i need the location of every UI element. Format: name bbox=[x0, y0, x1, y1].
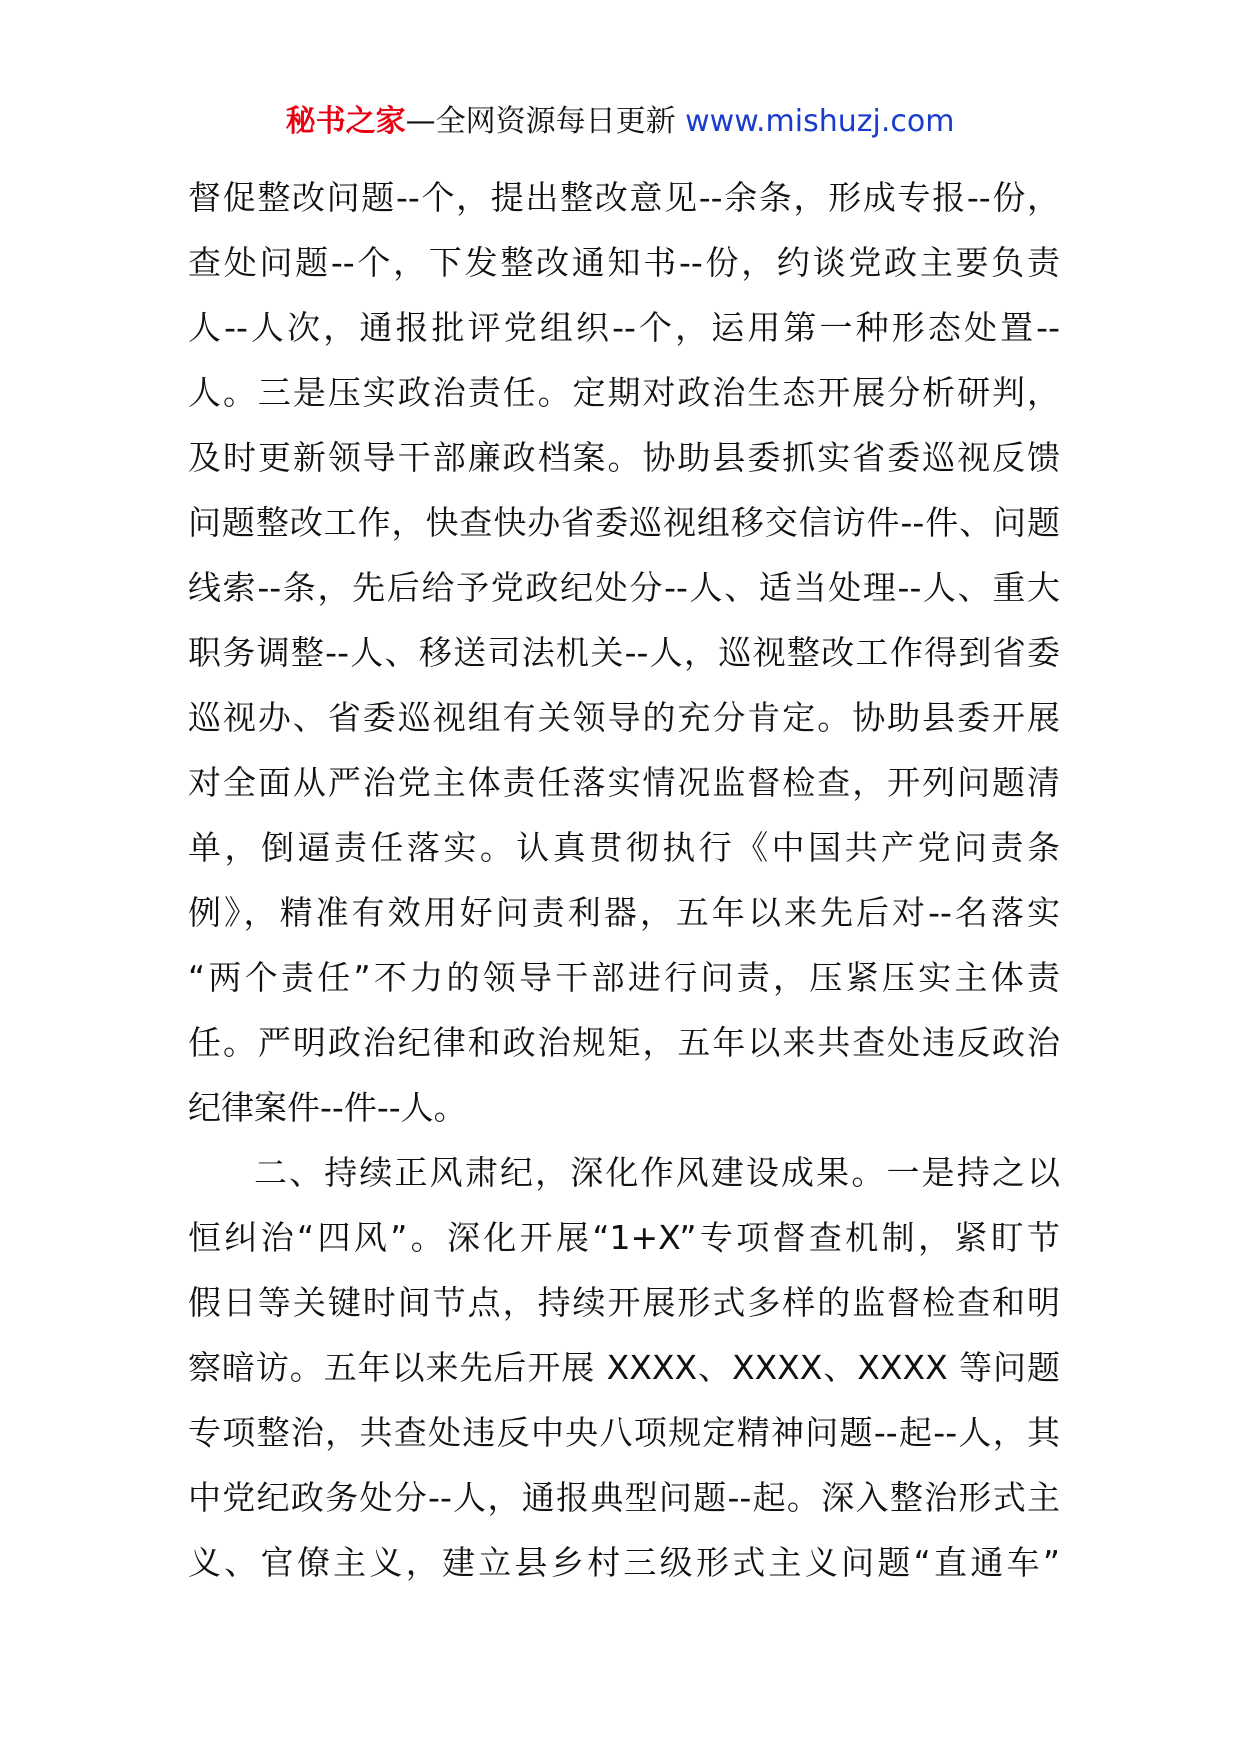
text-line: 二、持续正风肃纪，深化作风建设成果。一是持之以 bbox=[254, 1153, 1060, 1192]
text-line: 察暗访。五年以来先后开展 XXXX、XXXX、XXXX 等问题 bbox=[188, 1348, 1060, 1387]
document-header bbox=[0, 100, 1240, 144]
text-line: 单，倒逼责任落实。认真贯彻执行《中国共产党问责条 bbox=[188, 828, 1060, 867]
text-line: 督促整改问题--个，提出整改意见--余条，形成专报--份， bbox=[188, 178, 1060, 217]
brand-name: 秘书之家 bbox=[285, 104, 406, 139]
paragraph-2 bbox=[188, 1140, 1060, 1595]
text-line: 专项整治，共查处违反中央八项规定精神问题--起--人，其 bbox=[188, 1413, 1060, 1452]
text-line: 对全面从严治党主体责任落实情况监督检查，开列问题清 bbox=[188, 763, 1060, 802]
text-line: 纪律案件--件--人。 bbox=[188, 1088, 467, 1127]
text-line: 假日等关键时间节点，持续开展形式多样的监督检查和明 bbox=[188, 1283, 1060, 1322]
document-body bbox=[188, 165, 1060, 1595]
text-line: 线索--条，先后给予党政纪处分--人、适当处理--人、重大 bbox=[188, 568, 1060, 607]
text-line: 义、官僚主义，建立县乡村三级形式主义问题“直通车” bbox=[188, 1543, 1060, 1582]
site-url-link[interactable]: www.mishuzj.com bbox=[685, 104, 955, 139]
paragraph-1 bbox=[188, 165, 1060, 1140]
text-line: 及时更新领导干部廉政档案。协助县委抓实省委巡视反馈 bbox=[188, 438, 1060, 477]
text-line: “两个责任”不力的领导干部进行问责，压紧压实主体责 bbox=[188, 958, 1060, 997]
text-line: 恒纠治“四风”。深化开展“1+X”专项督查机制，紧盯节 bbox=[188, 1218, 1060, 1257]
text-line: 任。严明政治纪律和政治规矩，五年以来共查处违反政治 bbox=[188, 1023, 1060, 1062]
text-line: 人--人次，通报批评党组织--个，运用第一种形态处置-- bbox=[188, 308, 1060, 347]
text-line: 人。三是压实政治责任。定期对政治生态开展分析研判， bbox=[188, 373, 1060, 412]
text-line: 中党纪政务处分--人，通报典型问题--起。深入整治形式主 bbox=[188, 1478, 1060, 1517]
text-line: 例》，精准有效用好问责利器，五年以来先后对--名落实 bbox=[188, 893, 1060, 932]
text-line: 职务调整--人、移送司法机关--人，巡视整改工作得到省委 bbox=[188, 633, 1060, 672]
header-tagline: —全网资源每日更新 bbox=[405, 104, 686, 139]
text-line: 查处问题--个，下发整改通知书--份，约谈党政主要负责 bbox=[188, 243, 1060, 282]
text-line: 巡视办、省委巡视组有关领导的充分肯定。协助县委开展 bbox=[188, 698, 1060, 737]
text-line: 问题整改工作，快查快办省委巡视组移交信访件--件、问题 bbox=[188, 503, 1060, 542]
